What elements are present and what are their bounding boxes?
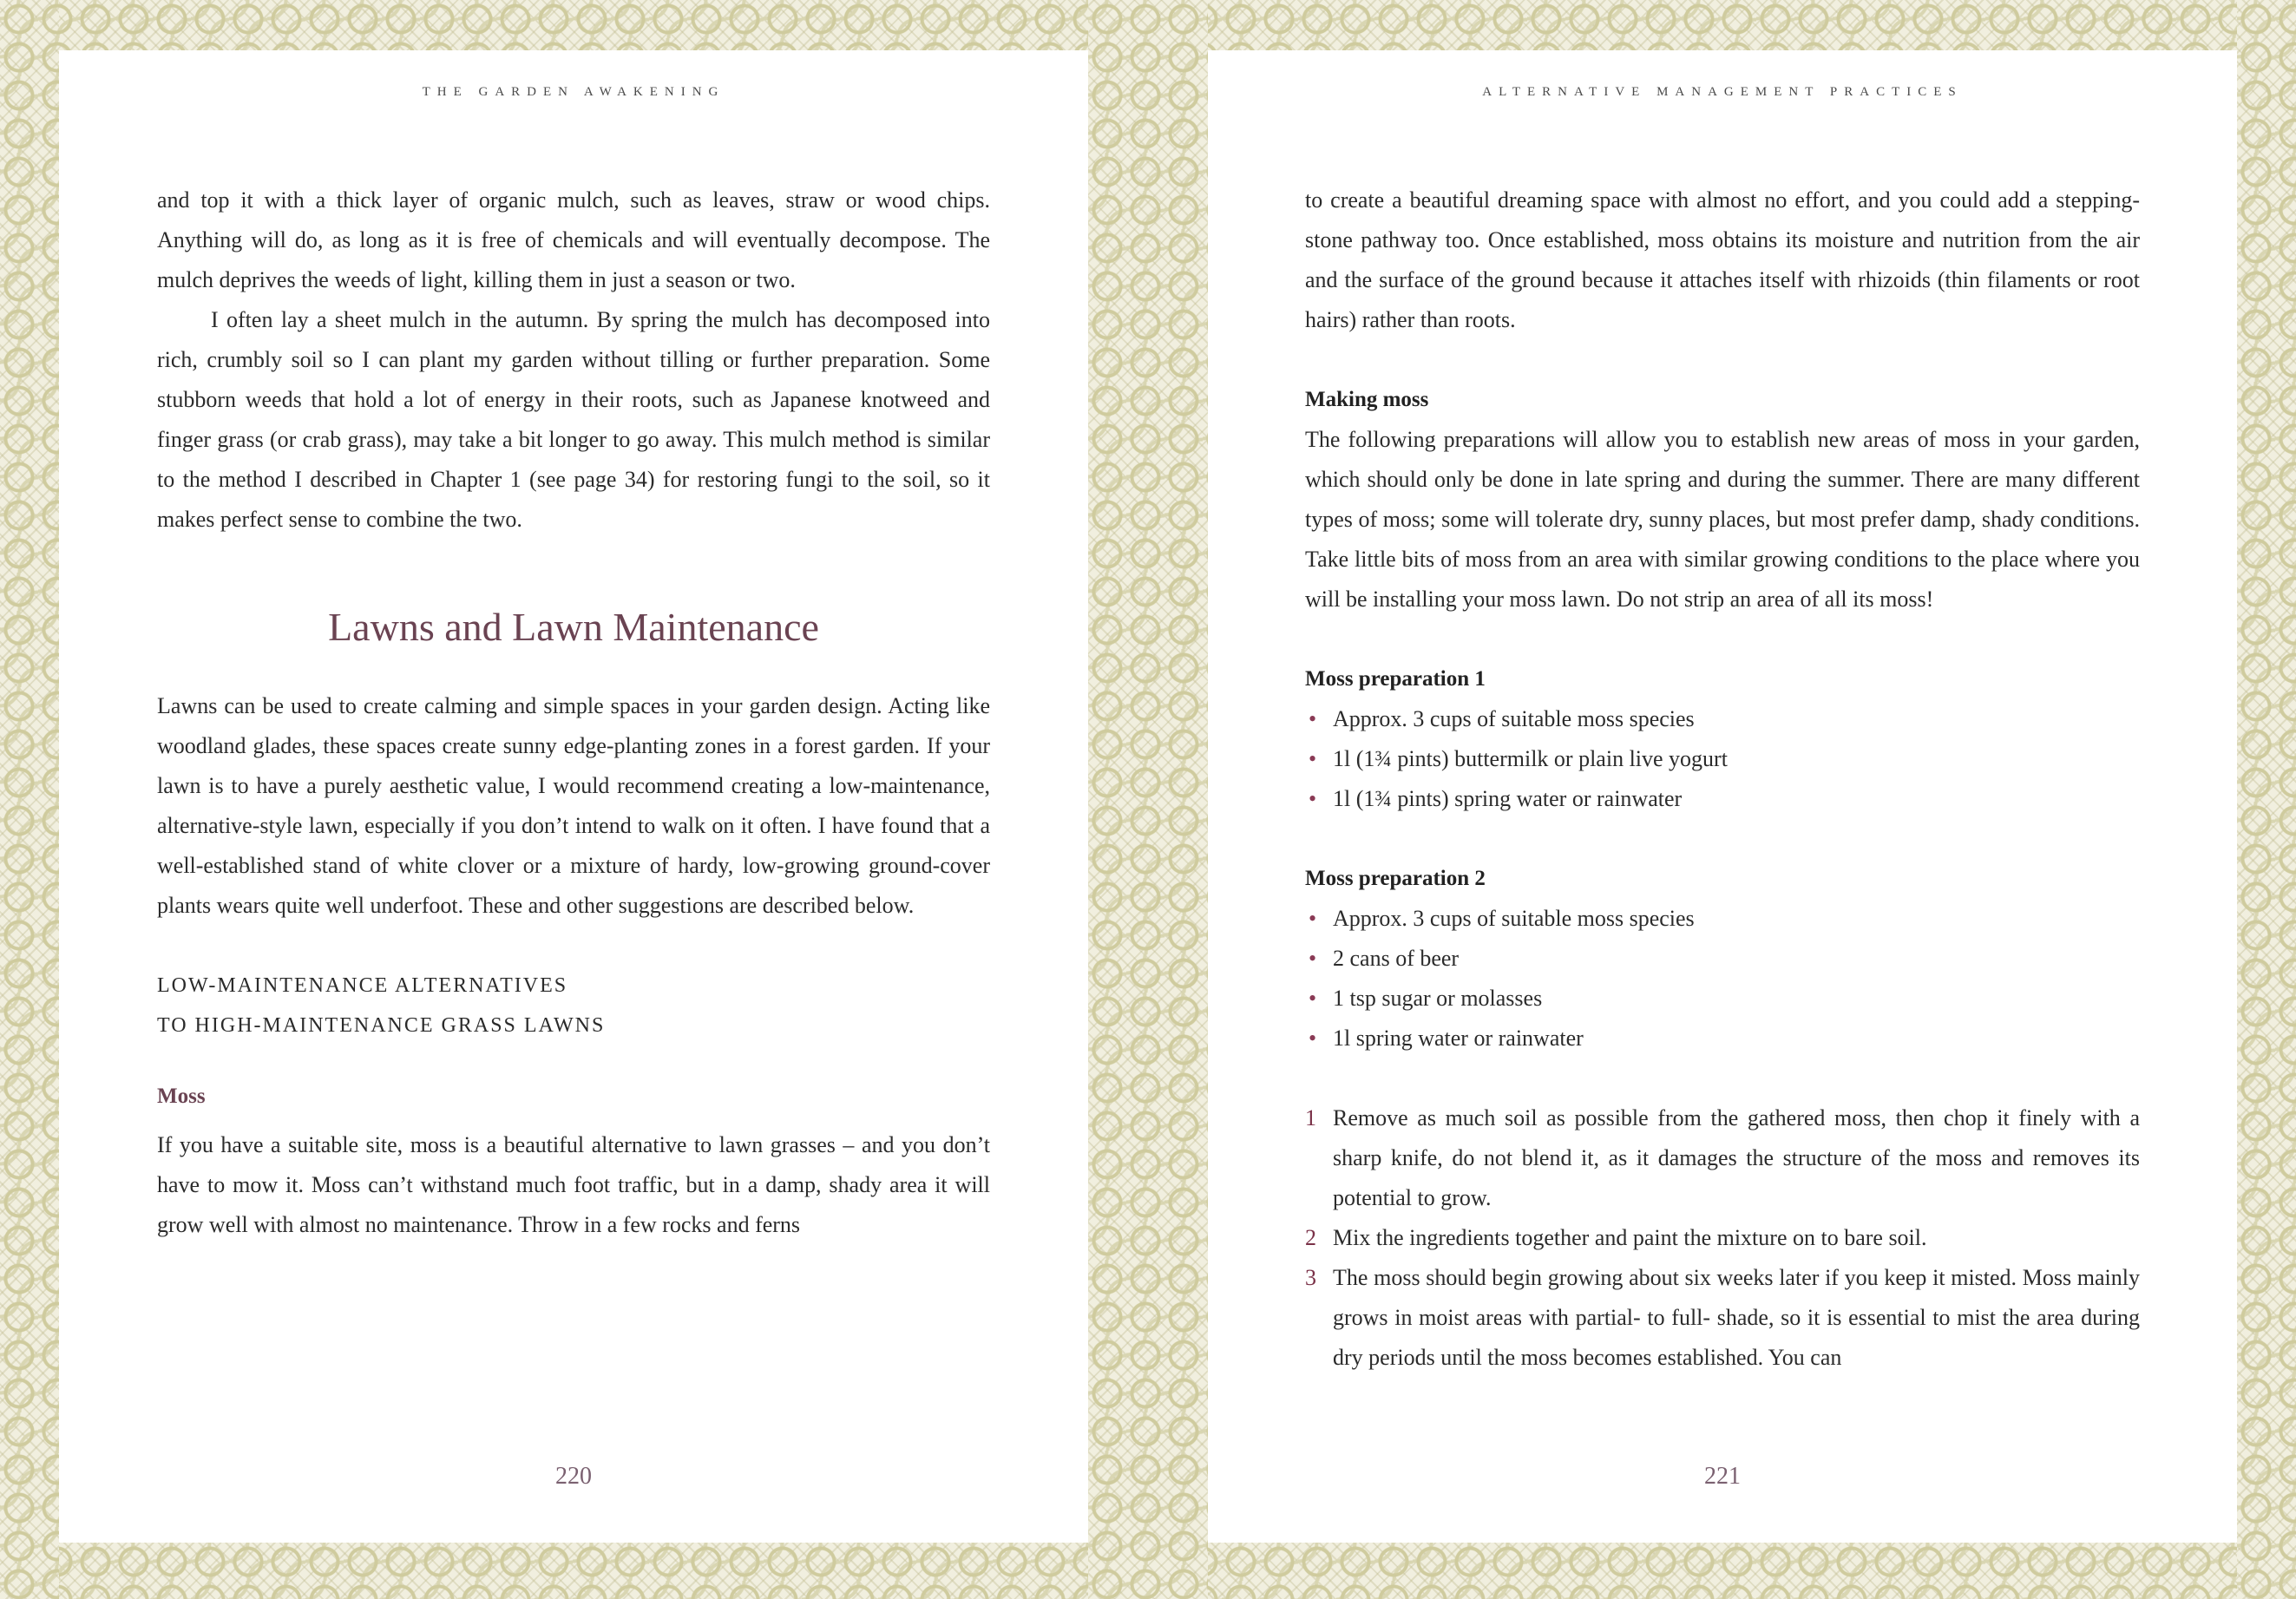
step-item: 3 The moss should begin growing about six weeks later if you keep it misted. Moss mainly grows in moist areas with partial- to full- shade, so it is essential to mist the area during dry periods until the moss becomes established. You can: [1305, 1258, 2140, 1378]
border-gutter: [1088, 0, 1208, 1599]
bullet-icon: •: [1309, 1026, 1317, 1051]
paragraph: If you have a suitable site, moss is a beautiful alternative to lawn grasses – and you don’t have to mow it. Moss can’t withstand much foot traffic, but in a damp, shady area it will grow well with almost no maintenance. Throw in a few rocks and ferns: [157, 1132, 990, 1237]
border-left: [0, 0, 59, 1599]
step-item: 2 Mix the ingredients together and paint the mixture on to bare soil.: [1305, 1218, 2140, 1258]
running-head-left: THE GARDEN AWAKENING: [422, 85, 725, 99]
left-body: [157, 180, 990, 1245]
subheading-making-moss: Making moss: [1305, 388, 1429, 411]
list-item: • 1l (1¾ pints) buttermilk or plain live yogurt: [1305, 739, 2140, 779]
ingredient-list-2: [1305, 899, 2140, 1058]
caps-heading-line: TO HIGH-MAINTENANCE GRASS LAWNS: [157, 1014, 606, 1037]
subheading-moss: Moss: [157, 1085, 206, 1108]
list-item: • 2 cans of beer: [1305, 939, 2140, 979]
list-item: • 1 tsp sugar or molasses: [1305, 979, 2140, 1019]
paragraph: I often lay a sheet mulch in the autumn. By spring the mulch has decomposed into rich, crumbly soil so I can plant my garden without tilling or further preparation. Some stubborn weeds that hold a lot of energy in their roots, such as Japanese knotweed and finger grass (or crab grass), may take a bit longer to go away. This mulch method is similar to the method I described in Chapter 1 (see page 34) for restoring fungi to the soil, so it makes perfect sense to combine the two.: [157, 307, 990, 532]
right-page: [1208, 50, 2237, 1543]
list-item: • Approx. 3 cups of suitable moss species: [1305, 699, 2140, 739]
border-right: [2237, 0, 2296, 1599]
steps-list: [1305, 1098, 2140, 1378]
list-item: • 1l spring water or rainwater: [1305, 1019, 2140, 1058]
bullet-icon: •: [1309, 746, 1317, 771]
paragraph: to create a beautiful dreaming space with almost no effort, and you could add a stepping-stone pathway too. Once established, moss obtains its moisture and nutrition from the air and the surface of the ground because it attaches itself with rhizoids (thin filaments or root hairs) rather than roots.: [1305, 187, 2140, 332]
subheading-prep-1: Moss preparation 1: [1305, 667, 1486, 691]
bullet-icon: •: [1309, 986, 1317, 1011]
bullet-icon: •: [1309, 786, 1317, 811]
list-item: • Approx. 3 cups of suitable moss species: [1305, 899, 2140, 939]
list-item: • 1l (1¾ pints) spring water or rainwater: [1305, 779, 2140, 819]
section-heading: Lawns and Lawn Maintenance: [328, 605, 819, 649]
paragraph: The following preparations will allow you to establish new areas of moss in your garden, which should only be done in late spring and during the summer. There are many different types of moss; some will tolerate dry, sunny places, but most prefer damp, shady conditions. Take little bits of moss from an area with similar growing conditions to the place where you will be installing your moss lawn. Do not strip an area of all its moss!: [1305, 427, 2140, 612]
bullet-icon: •: [1309, 706, 1317, 731]
page-number-right: 221: [1704, 1463, 1741, 1490]
caps-heading-line: LOW-MAINTENANCE ALTERNATIVES: [157, 974, 568, 997]
paragraph: Lawns can be used to create calming and simple spaces in your garden design. Acting like woodland glades, these spaces create sunny edge-planting zones in a forest garden. If your lawn is to have a purely aesthetic value, I would recommend creating a low-maintenance, alternative-style lawn, especially if you don’t intend to walk on it often. I have found that a well-established stand of white clover or a mixture of hardy, low-growing ground-cover plants wears quite well underfoot. These and other suggestions are described below.: [157, 693, 990, 918]
bullet-icon: •: [1309, 906, 1317, 931]
subheading-prep-2: Moss preparation 2: [1305, 867, 1486, 890]
step-number: 3: [1305, 1265, 1316, 1290]
left-page: [59, 50, 1088, 1543]
page-number-left: 220: [555, 1463, 592, 1490]
step-number: 1: [1305, 1105, 1316, 1130]
bullet-icon: •: [1309, 946, 1317, 971]
step-number: 2: [1305, 1225, 1316, 1250]
ingredient-list-1: [1305, 699, 2140, 819]
right-body: [1305, 180, 2140, 1378]
step-item: 1 Remove as much soil as possible from the gathered moss, then chop it finely with a sharp knife, do not blend it, as it damages the structure of the moss and removes its potential to grow.: [1305, 1098, 2140, 1218]
paragraph: and top it with a thick layer of organic mulch, such as leaves, straw or wood chips. Anything will do, as long as it is free of chemicals and will eventually decompose. The mulch deprives the weeds of light, killing them in just a season or two.: [157, 187, 990, 292]
running-head-right: ALTERNATIVE MANAGEMENT PRACTICES: [1482, 85, 1963, 99]
